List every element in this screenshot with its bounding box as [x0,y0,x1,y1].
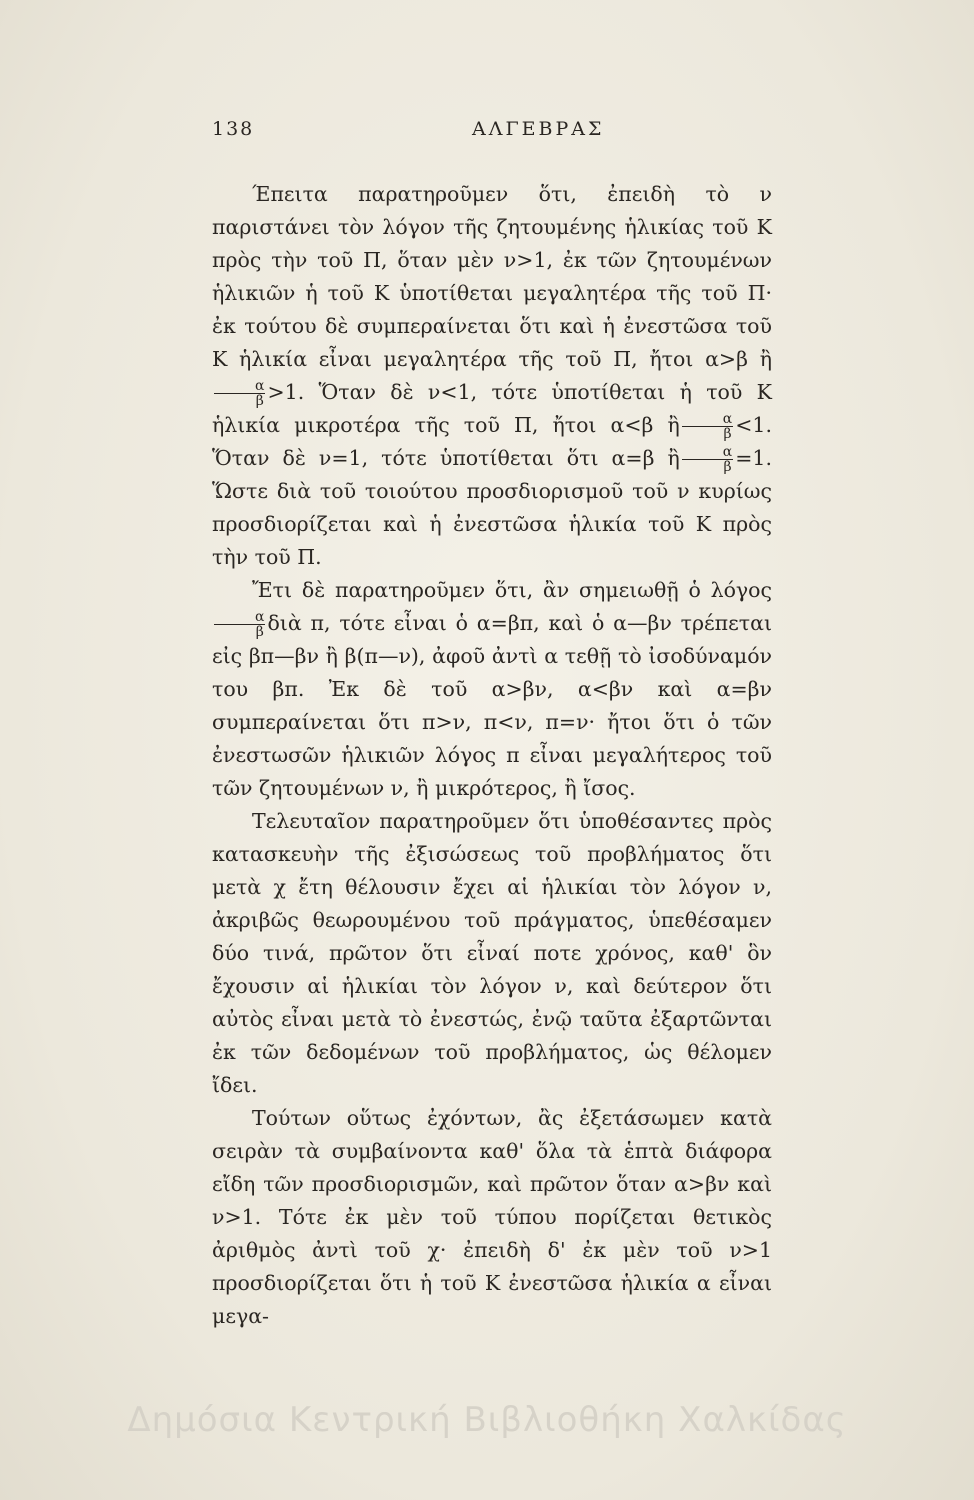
fraction-a-over-b [682,445,733,474]
paragraph-2 [212,574,772,805]
p2-text-b: διὰ π, τότε εἶναι ὁ α=βπ, καὶ ὁ α—βν τρέπεται εἰς βπ—βν ἢ β(π—ν), ἀφοῦ ἀντὶ α τεθῇ τὸ ἰσοδύναμόν του βπ. Ἐκ δὲ τοῦ α>βν, α<βν καὶ α=βν συμπεραίνεται ὅτι π>ν, π<ν, π=ν· ἤτοι ὅτι ὁ τῶν ἐνεστωσῶν ἡλικιῶν λόγος π εἶναι μεγαλήτερος τοῦ τῶν ζητουμένων ν, ἢ μικρότερος, ἢ ἴσος. [212,611,772,800]
fraction-numerator: α [214,379,265,394]
fraction-a-over-b [214,610,265,639]
running-title: ΑΛΓΕΒΡΑΣ [472,118,605,140]
paragraph-3: Τελευταῖον παρατηροῦμεν ὅτι ὑποθέσαντες πρὸς κατασκευὴν τῆς ἐξισώσεως τοῦ προβλήματος ὅτι μετὰ χ ἔτη θέλουσιν ἔχει αἱ ἡλικίαι τὸν λόγον ν, ἀκριβῶς θεωρουμένου τοῦ πράγματος, ὑπεθέσαμεν δύο τινά, πρῶτον ὅτι εἶναί ποτε χρόνος, καθ' ὃν ἔχουσιν αἱ ἡλικίαι τὸν λόγον ν, καὶ δεύτερον ὅτι αὐτὸς εἶναι μετὰ τὸ ἐνεστώς, ἐνῷ ταῦτα ἐξαρτῶνται ἐκ τῶν δεδομένων τοῦ προβλήματος, ὡς θέλομεν ἴδει. [212,809,772,1097]
paragraph-4: Τούτων οὕτως ἐχόντων, ἂς ἐξετάσωμεν κατὰ σειρὰν τὰ συμβαίνοντα καθ' ὅλα τὰ ἑπτὰ διάφορα εἴδη τῶν προσδιορισμῶν, καὶ πρῶτον ὅταν α>βν καὶ ν>1. Τότε ἐκ μὲν τοῦ τύπου πορίζεται θετικὸς ἀριθμὸς ἀντὶ τοῦ χ· ἐπειδὴ δ' ἐκ μὲν τοῦ ν>1 προσδιορίζεται ὅτι ἡ τοῦ Κ ἐνεστῶσα ἡλικία α εἶναι μεγα- [212,1106,772,1328]
p1-text-b: >1. Ὅταν δὲ ν<1, τότε ὑποτίθεται ἡ τοῦ Κ ἡλικία μικροτέρα τῆς τοῦ Π, ἤτοι α<β ἢ [212,380,772,437]
p1-text-c: <1. Ὅταν δὲ ν=1, τότε ὑποτίθεται ὅτι α=β ἢ [212,413,772,470]
body-text [212,178,772,1333]
p1-text-d: =1. Ὥστε διὰ τοῦ τοιούτου προσδιορισμοῦ τοῦ ν κυρίως προσδιορίζεται καὶ ἡ ἐνεστῶσα ἡλικία τοῦ Κ πρὸς τὴν τοῦ Π. [212,446,772,569]
fraction-denominator: β [255,393,264,409]
page-number: 138 [212,118,255,140]
paragraph-1 [212,178,772,574]
fraction-a-over-b [214,379,265,408]
p2-text-a: Ἔτι δὲ παρατηροῦμεν ὅτι, ἂν σημειωθῇ ὁ λόγος [252,578,772,602]
fraction-numerator: α [682,445,733,460]
fraction-denominator: β [723,459,732,475]
p1-text-a: Έπειτα παρατηροῦμεν ὅτι, ἐπειδὴ τὸ ν παριστάνει τὸν λόγον τῆς ζητουμένης ἡλικίας τοῦ Κ πρὸς τὴν τοῦ Π, ὅταν μὲν ν>1, ἐκ τῶν ζητουμένων ἡλικιῶν ἡ τοῦ Κ ὑποτίθεται μεγαλητέρα τῆς τοῦ Π· ἐκ τούτου δὲ συμπεραίνεται ὅτι καὶ ἡ ἐνεστῶσα τοῦ Κ ἡλικία εἶναι μεγαλητέρα τῆς τοῦ Π, ἤτοι α>β ἢ [212,182,772,371]
fraction-denominator: β [723,426,732,442]
page-header [212,118,772,148]
fraction-numerator: α [682,412,733,427]
fraction-numerator: α [214,610,265,625]
fraction-denominator: β [255,624,264,640]
library-watermark: Δημόσια Κεντρική Βιβλιοθήκη Χαλκίδας [127,1400,847,1440]
fraction-a-over-b [682,412,733,441]
